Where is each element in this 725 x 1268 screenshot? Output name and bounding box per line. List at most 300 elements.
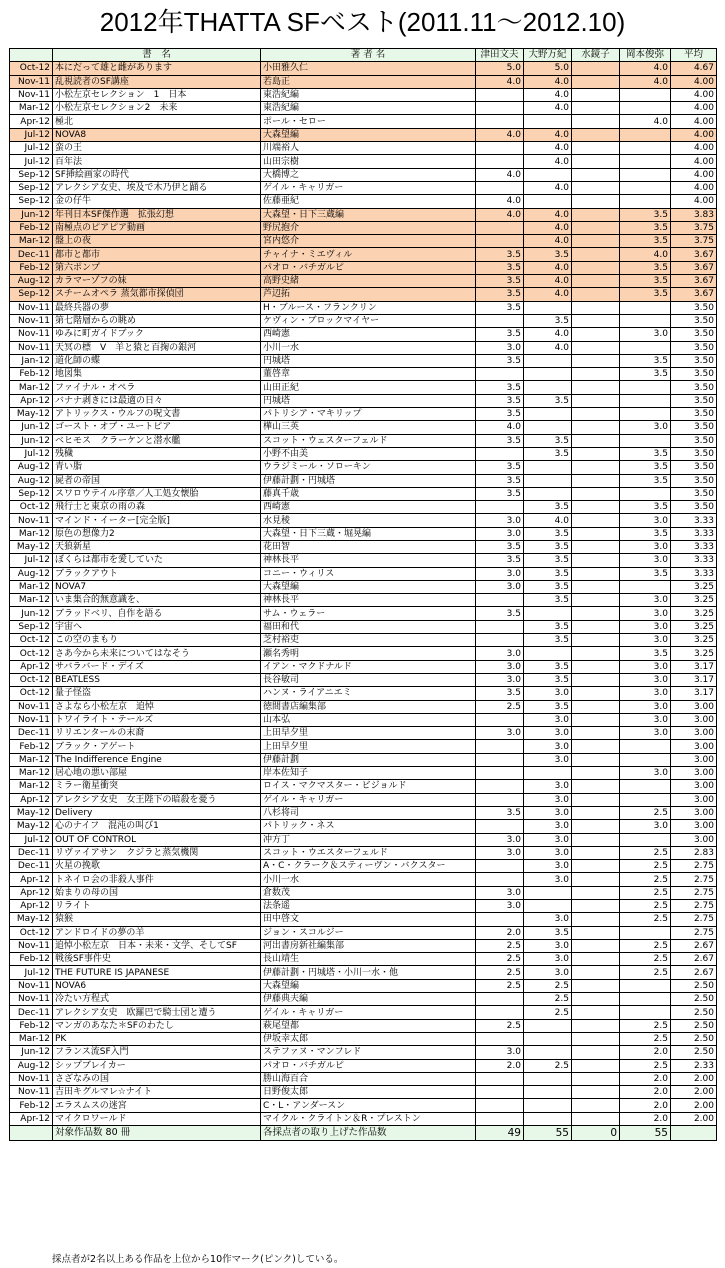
- month-cell: Oct-12: [10, 647, 53, 660]
- average-cell: 3.00: [671, 727, 717, 740]
- average-cell: 2.67: [671, 966, 717, 979]
- table-row: [10, 288, 717, 301]
- score-cell-reviewer-2: 3.5: [524, 594, 572, 607]
- score-cell-reviewer-2: 4.0: [524, 88, 572, 101]
- author-cell: 佐藤亜紀: [261, 195, 476, 208]
- score-cell-reviewer-1: 3.5: [476, 687, 524, 700]
- table-row: [10, 1046, 717, 1059]
- author-cell: 山田正紀: [261, 381, 476, 394]
- table-row: [10, 527, 717, 540]
- author-cell: 小田雅久仁: [261, 62, 476, 75]
- book-title-cell: カラマーゾフの妹: [53, 275, 261, 288]
- average-cell: 2.50: [671, 1019, 717, 1032]
- table-row: [10, 793, 717, 806]
- score-cell-reviewer-3: [572, 102, 620, 115]
- average-cell: 2.75: [671, 873, 717, 886]
- table-row: [10, 208, 717, 221]
- score-cell-reviewer-4: 2.5: [620, 1059, 671, 1072]
- table-row: [10, 181, 717, 194]
- table-row: [10, 1099, 717, 1112]
- score-cell-reviewer-3: [572, 806, 620, 819]
- score-cell-reviewer-1: 3.5: [476, 434, 524, 447]
- score-cell-reviewer-1: 2.5: [476, 979, 524, 992]
- header-reviewer-4: 岡本俊弥: [620, 49, 671, 62]
- score-cell-reviewer-1: 3.0: [476, 846, 524, 859]
- table-row: [10, 501, 717, 514]
- score-cell-reviewer-4: [620, 142, 671, 155]
- score-cell-reviewer-1: 3.5: [476, 554, 524, 567]
- author-cell: 樺山三英: [261, 421, 476, 434]
- score-cell-reviewer-1: [476, 740, 524, 753]
- score-cell-reviewer-1: 3.0: [476, 580, 524, 593]
- score-cell-reviewer-4: 3.5: [620, 368, 671, 381]
- score-cell-reviewer-1: [476, 501, 524, 514]
- score-cell-reviewer-1: [476, 1099, 524, 1112]
- score-cell-reviewer-4: 4.0: [620, 248, 671, 261]
- author-cell: 倉数茂: [261, 886, 476, 899]
- average-cell: 3.50: [671, 434, 717, 447]
- table-row: [10, 687, 717, 700]
- book-title-cell: スチームオペラ 蒸気都市探偵団: [53, 288, 261, 301]
- score-cell-reviewer-4: 3.5: [620, 567, 671, 580]
- author-cell: 大森望編: [261, 580, 476, 593]
- table-row: [10, 341, 717, 354]
- score-cell-reviewer-1: [476, 594, 524, 607]
- month-cell: Nov-11: [10, 939, 53, 952]
- score-cell-reviewer-1: 3.5: [476, 275, 524, 288]
- month-cell: Feb-12: [10, 368, 53, 381]
- average-cell: 3.75: [671, 235, 717, 248]
- average-cell: 3.50: [671, 368, 717, 381]
- score-cell-reviewer-3: [572, 793, 620, 806]
- score-cell-reviewer-3: [572, 1112, 620, 1125]
- score-cell-reviewer-1: 3.5: [476, 408, 524, 421]
- score-cell-reviewer-3: [572, 953, 620, 966]
- average-cell: 3.00: [671, 753, 717, 766]
- month-cell: Mar-12: [10, 594, 53, 607]
- table-row: [10, 713, 717, 726]
- score-cell-reviewer-1: 4.0: [476, 75, 524, 88]
- author-cell: H・ブルース・フランクリン: [261, 301, 476, 314]
- score-cell-reviewer-3: [572, 846, 620, 859]
- table-footer-row: [10, 1126, 717, 1141]
- table-row: [10, 886, 717, 899]
- average-cell: 4.00: [671, 195, 717, 208]
- month-cell: Nov-11: [10, 979, 53, 992]
- score-cell-reviewer-1: [476, 142, 524, 155]
- header-month: [10, 49, 53, 62]
- score-cell-reviewer-1: 3.5: [476, 381, 524, 394]
- score-cell-reviewer-3: [572, 394, 620, 407]
- score-cell-reviewer-1: 3.5: [476, 487, 524, 500]
- score-cell-reviewer-3: [572, 979, 620, 992]
- book-title-cell: 飛行士と東京の雨の森: [53, 501, 261, 514]
- score-cell-reviewer-4: 3.0: [620, 328, 671, 341]
- month-cell: Dec-11: [10, 1006, 53, 1019]
- book-title-cell: NOVA6: [53, 979, 261, 992]
- score-cell-reviewer-2: [524, 368, 572, 381]
- table-row: [10, 368, 717, 381]
- table-row: [10, 900, 717, 913]
- author-cell: 伊坂幸太郎: [261, 1032, 476, 1045]
- score-cell-reviewer-4: [620, 926, 671, 939]
- score-cell-reviewer-2: 3.5: [524, 567, 572, 580]
- score-cell-reviewer-1: 3.5: [476, 301, 524, 314]
- average-cell: 3.00: [671, 820, 717, 833]
- month-cell: Sep-12: [10, 288, 53, 301]
- score-cell-reviewer-1: 3.5: [476, 354, 524, 367]
- average-cell: 3.50: [671, 447, 717, 460]
- score-cell-reviewer-2: 4.0: [524, 221, 572, 234]
- score-cell-reviewer-2: [524, 421, 572, 434]
- author-cell: 芦辺拓: [261, 288, 476, 301]
- book-title-cell: ぼくらは都市を愛していた: [53, 554, 261, 567]
- book-title-cell: いま集合的無意識を、: [53, 594, 261, 607]
- book-title-cell: リライト: [53, 900, 261, 913]
- author-cell: 田中啓文: [261, 913, 476, 926]
- book-title-cell: 原色の想像力2: [53, 527, 261, 540]
- header-reviewer-3: 水鏡子: [572, 49, 620, 62]
- average-cell: 3.00: [671, 780, 717, 793]
- month-cell: Apr-12: [10, 900, 53, 913]
- author-cell: 若島正: [261, 75, 476, 88]
- score-cell-reviewer-2: 3.5: [524, 660, 572, 673]
- score-cell-reviewer-4: [620, 168, 671, 181]
- table-row: [10, 354, 717, 367]
- month-cell: Mar-12: [10, 527, 53, 540]
- score-cell-reviewer-4: 2.0: [620, 1086, 671, 1099]
- score-cell-reviewer-3: [572, 181, 620, 194]
- score-cell-reviewer-4: [620, 195, 671, 208]
- score-cell-reviewer-2: [524, 461, 572, 474]
- average-cell: 3.50: [671, 381, 717, 394]
- table-row: [10, 554, 717, 567]
- score-cell-reviewer-4: 2.5: [620, 966, 671, 979]
- month-cell: Mar-12: [10, 753, 53, 766]
- score-cell-reviewer-2: 3.0: [524, 873, 572, 886]
- author-cell: 岸本佐知子: [261, 767, 476, 780]
- score-cell-reviewer-4: 3.5: [620, 261, 671, 274]
- table-header-row: [10, 49, 717, 62]
- score-cell-reviewer-1: [476, 913, 524, 926]
- average-cell: 3.75: [671, 221, 717, 234]
- average-cell: 3.25: [671, 594, 717, 607]
- author-cell: サム・ウェラー: [261, 607, 476, 620]
- book-title-cell: 居心地の悪い部屋: [53, 767, 261, 780]
- score-cell-reviewer-1: 5.0: [476, 62, 524, 75]
- score-cell-reviewer-3: [572, 926, 620, 939]
- author-cell: 小川一水: [261, 341, 476, 354]
- month-cell: Mar-12: [10, 235, 53, 248]
- score-cell-reviewer-4: 3.5: [620, 221, 671, 234]
- score-cell-reviewer-1: [476, 753, 524, 766]
- score-cell-reviewer-3: [572, 487, 620, 500]
- table-row: [10, 580, 717, 593]
- score-cell-reviewer-3: [572, 155, 620, 168]
- book-title-cell: マイクロワールド: [53, 1112, 261, 1125]
- author-cell: 大橋博之: [261, 168, 476, 181]
- score-cell-reviewer-1: 3.5: [476, 540, 524, 553]
- author-cell: 徳間書店編集部: [261, 700, 476, 713]
- table-row: [10, 767, 717, 780]
- score-cell-reviewer-1: [476, 820, 524, 833]
- score-cell-reviewer-1: 3.0: [476, 886, 524, 899]
- score-cell-reviewer-1: [476, 713, 524, 726]
- book-title-cell: 天狼新星: [53, 540, 261, 553]
- score-cell-reviewer-1: [476, 993, 524, 1006]
- month-cell: Oct-12: [10, 634, 53, 647]
- score-cell-reviewer-1: [476, 860, 524, 873]
- score-cell-reviewer-1: [476, 634, 524, 647]
- score-cell-reviewer-4: 3.0: [620, 607, 671, 620]
- book-title-cell: さざなみの国: [53, 1072, 261, 1085]
- book-title-cell: 百年法: [53, 155, 261, 168]
- table-row: [10, 221, 717, 234]
- table-row: [10, 806, 717, 819]
- month-cell: Jan-12: [10, 354, 53, 367]
- month-cell: Feb-12: [10, 953, 53, 966]
- book-title-cell: 最終兵器の夢: [53, 301, 261, 314]
- table-row: [10, 913, 717, 926]
- author-cell: ケヴィン・ブロックマイヤー: [261, 314, 476, 327]
- footnote: 採点者が2名以上ある作品を上位から10作マーク(ピンク)している。: [52, 1254, 344, 1265]
- author-cell: 西崎憲: [261, 328, 476, 341]
- score-cell-reviewer-1: 3.5: [476, 328, 524, 341]
- book-title-cell: 蛮の王: [53, 142, 261, 155]
- score-cell-reviewer-2: [524, 1072, 572, 1085]
- month-cell: Apr-12: [10, 660, 53, 673]
- average-cell: 3.50: [671, 421, 717, 434]
- score-cell-reviewer-2: 3.5: [524, 394, 572, 407]
- table-row: [10, 993, 717, 1006]
- score-cell-reviewer-3: [572, 275, 620, 288]
- author-cell: 日野俊太郎: [261, 1086, 476, 1099]
- score-cell-reviewer-4: 4.0: [620, 75, 671, 88]
- score-cell-reviewer-3: [572, 501, 620, 514]
- average-cell: 2.75: [671, 900, 717, 913]
- month-cell: Oct-12: [10, 673, 53, 686]
- score-cell-reviewer-1: 3.0: [476, 673, 524, 686]
- book-title-cell: シップブレイカー: [53, 1059, 261, 1072]
- month-cell: Jul-12: [10, 554, 53, 567]
- score-cell-reviewer-3: [572, 248, 620, 261]
- score-cell-reviewer-3: [572, 62, 620, 75]
- average-cell: 3.00: [671, 806, 717, 819]
- average-cell: 3.17: [671, 687, 717, 700]
- month-cell: Dec-11: [10, 846, 53, 859]
- score-cell-reviewer-3: [572, 860, 620, 873]
- table-row: [10, 634, 717, 647]
- book-title-cell: 始まりの母の国: [53, 886, 261, 899]
- average-cell: 3.67: [671, 261, 717, 274]
- average-cell: 3.50: [671, 301, 717, 314]
- average-cell: 2.00: [671, 1086, 717, 1099]
- average-cell: 2.00: [671, 1112, 717, 1125]
- author-cell: 河出書房新社編集部: [261, 939, 476, 952]
- average-cell: 3.33: [671, 527, 717, 540]
- book-title-cell: ゴースト・オブ・ユートピア: [53, 421, 261, 434]
- average-cell: 3.50: [671, 341, 717, 354]
- count-reviewer-3: 0: [572, 1126, 620, 1141]
- score-cell-reviewer-4: 2.5: [620, 1032, 671, 1045]
- month-cell: Dec-11: [10, 727, 53, 740]
- month-cell: Dec-11: [10, 248, 53, 261]
- author-cell: 野尻抱介: [261, 221, 476, 234]
- score-cell-reviewer-2: 3.0: [524, 687, 572, 700]
- average-cell: 2.67: [671, 939, 717, 952]
- score-cell-reviewer-1: 3.0: [476, 341, 524, 354]
- book-title-cell: ブラック・アゲート: [53, 740, 261, 753]
- month-cell: Aug-12: [10, 567, 53, 580]
- score-cell-reviewer-4: [620, 155, 671, 168]
- score-cell-reviewer-2: 2.5: [524, 1059, 572, 1072]
- month-cell: Sep-12: [10, 168, 53, 181]
- table-row: [10, 487, 717, 500]
- table-row: [10, 421, 717, 434]
- score-cell-reviewer-4: 2.0: [620, 1072, 671, 1085]
- score-cell-reviewer-3: [572, 527, 620, 540]
- book-title-cell: ベヒモス クラーケンと潜水艦: [53, 434, 261, 447]
- score-cell-reviewer-4: [620, 102, 671, 115]
- score-cell-reviewer-2: [524, 301, 572, 314]
- score-cell-reviewer-4: 2.5: [620, 886, 671, 899]
- month-cell: Jun-12: [10, 434, 53, 447]
- score-cell-reviewer-4: 2.0: [620, 1046, 671, 1059]
- average-cell: 3.33: [671, 554, 717, 567]
- score-cell-reviewer-1: [476, 1006, 524, 1019]
- score-cell-reviewer-4: 3.5: [620, 474, 671, 487]
- score-cell-reviewer-3: [572, 1032, 620, 1045]
- score-cell-reviewer-3: [572, 1046, 620, 1059]
- average-cell: 3.50: [671, 394, 717, 407]
- average-cell: 2.33: [671, 1059, 717, 1072]
- score-cell-reviewer-3: [572, 221, 620, 234]
- average-cell: 3.50: [671, 487, 717, 500]
- score-cell-reviewer-2: [524, 1019, 572, 1032]
- score-cell-reviewer-4: [620, 1006, 671, 1019]
- score-cell-reviewer-2: [524, 195, 572, 208]
- table-row: [10, 820, 717, 833]
- month-cell: Mar-12: [10, 780, 53, 793]
- average-cell: 4.00: [671, 128, 717, 141]
- score-cell-reviewer-2: 3.0: [524, 953, 572, 966]
- average-cell: 2.75: [671, 886, 717, 899]
- author-cell: 冲方丁: [261, 833, 476, 846]
- score-cell-reviewer-2: 4.0: [524, 328, 572, 341]
- table-row: [10, 1059, 717, 1072]
- score-cell-reviewer-2: 3.0: [524, 939, 572, 952]
- score-cell-reviewer-4: 3.5: [620, 461, 671, 474]
- score-cell-reviewer-4: [620, 434, 671, 447]
- table-row: [10, 434, 717, 447]
- author-cell: 勝山海百合: [261, 1072, 476, 1085]
- score-cell-reviewer-2: 3.0: [524, 780, 572, 793]
- month-cell: Mar-12: [10, 381, 53, 394]
- book-title-cell: BEATLESS: [53, 673, 261, 686]
- score-cell-reviewer-1: 4.0: [476, 208, 524, 221]
- table-row: [10, 1006, 717, 1019]
- table-row: [10, 514, 717, 527]
- score-cell-reviewer-4: 3.5: [620, 235, 671, 248]
- month-cell: Feb-12: [10, 1019, 53, 1032]
- book-title-cell: ブラックアウト: [53, 567, 261, 580]
- author-cell: イアン・マクドナルド: [261, 660, 476, 673]
- book-title-cell: 残穢: [53, 447, 261, 460]
- table-row: [10, 1072, 717, 1085]
- score-cell-reviewer-4: 3.0: [620, 727, 671, 740]
- book-title-cell: NOVA8: [53, 128, 261, 141]
- score-cell-reviewer-1: 3.0: [476, 527, 524, 540]
- average-cell: 3.50: [671, 501, 717, 514]
- average-cell: 2.50: [671, 1006, 717, 1019]
- book-title-cell: マインド・イーター[完全版]: [53, 514, 261, 527]
- book-title-cell: サバラバード・デイズ: [53, 660, 261, 673]
- average-cell: 3.50: [671, 461, 717, 474]
- author-cell: 伊藤計劃・円城塔・小川一水・他: [261, 966, 476, 979]
- book-title-cell: PK: [53, 1032, 261, 1045]
- score-cell-reviewer-2: 2.5: [524, 979, 572, 992]
- author-cell: 萩尾望都: [261, 1019, 476, 1032]
- table-row: [10, 1086, 717, 1099]
- book-title-cell: 吉田キグルマレ☆ナイト: [53, 1086, 261, 1099]
- score-cell-reviewer-3: [572, 434, 620, 447]
- table-row: [10, 966, 717, 979]
- author-cell: 山田宗樹: [261, 155, 476, 168]
- table-row: [10, 275, 717, 288]
- score-cell-reviewer-3: [572, 647, 620, 660]
- score-cell-reviewer-2: 4.0: [524, 155, 572, 168]
- author-cell: 円城塔: [261, 354, 476, 367]
- month-cell: May-12: [10, 806, 53, 819]
- score-cell-reviewer-3: [572, 301, 620, 314]
- average-cell: 2.00: [671, 1072, 717, 1085]
- author-cell: 法条遥: [261, 900, 476, 913]
- book-title-cell: 小松左京セレクション2 未来: [53, 102, 261, 115]
- book-title-cell: OUT OF CONTROL: [53, 833, 261, 846]
- score-cell-reviewer-2: [524, 1099, 572, 1112]
- score-cell-reviewer-3: [572, 514, 620, 527]
- score-cell-reviewer-2: 4.0: [524, 208, 572, 221]
- score-cell-reviewer-2: 4.0: [524, 275, 572, 288]
- score-cell-reviewer-1: 3.5: [476, 394, 524, 407]
- score-cell-reviewer-4: 3.0: [620, 514, 671, 527]
- score-cell-reviewer-4: 3.5: [620, 501, 671, 514]
- author-cell: ジョン・スコルジー: [261, 926, 476, 939]
- score-cell-reviewer-2: 4.0: [524, 288, 572, 301]
- score-cell-reviewer-1: 3.5: [476, 806, 524, 819]
- book-title-cell: 追悼小松左京 日本・未来・文学、そしてSF: [53, 939, 261, 952]
- average-cell: 3.25: [671, 607, 717, 620]
- score-cell-reviewer-1: 3.0: [476, 647, 524, 660]
- score-cell-reviewer-4: [620, 408, 671, 421]
- author-cell: C・L・アンダースン: [261, 1099, 476, 1112]
- score-cell-reviewer-4: 3.0: [620, 687, 671, 700]
- table-row: [10, 474, 717, 487]
- author-cell: パトリシア・マキリップ: [261, 408, 476, 421]
- month-cell: Nov-11: [10, 301, 53, 314]
- table-row: [10, 195, 717, 208]
- book-title-cell: 心のナイフ 混沌の叫び1: [53, 820, 261, 833]
- score-cell-reviewer-3: [572, 540, 620, 553]
- book-title-cell: 冷たい方程式: [53, 993, 261, 1006]
- month-cell: Apr-12: [10, 394, 53, 407]
- score-cell-reviewer-2: 3.5: [524, 700, 572, 713]
- month-cell: Jul-12: [10, 142, 53, 155]
- score-cell-reviewer-3: [572, 128, 620, 141]
- month-cell: Nov-11: [10, 700, 53, 713]
- score-cell-reviewer-1: [476, 1086, 524, 1099]
- score-cell-reviewer-2: 3.5: [524, 527, 572, 540]
